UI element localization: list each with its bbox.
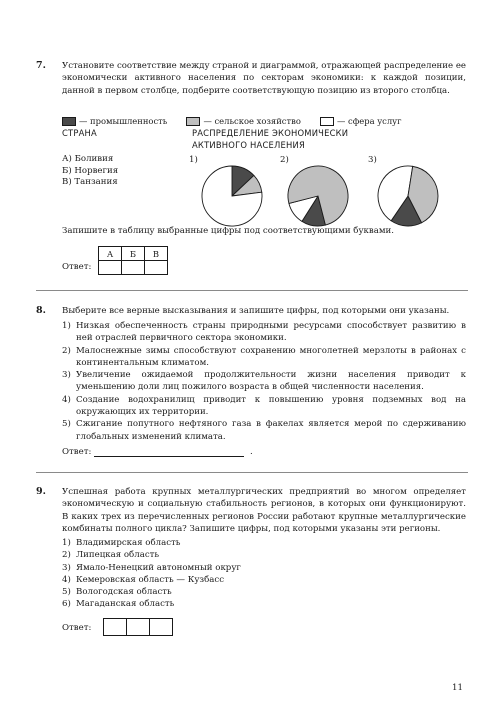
item-number: 4) — [62, 394, 71, 405]
q8-answer-label: Ответ: — [62, 447, 92, 457]
q9-answer-cell-3[interactable] — [150, 619, 173, 636]
list-item — [62, 549, 466, 561]
item-text: Низкая обеспеченность страны природными ресурсами способствует развитию в ней отраслей первичного сектора экономики. — [76, 321, 466, 344]
q7-header-b: Б — [122, 247, 145, 261]
chart-label-2: 2) — [280, 155, 289, 165]
item-text: Ямало-Ненецкий автономный округ — [76, 562, 241, 573]
col2-header-line2: АКТИВНОГО НАСЕЛЕНИЯ — [192, 140, 305, 150]
page-number: 11 — [452, 683, 463, 693]
chart-label-3: 3) — [368, 155, 377, 165]
q7-answer-cell-c[interactable] — [145, 261, 168, 275]
legend-industry-label: — промышленность — [79, 116, 168, 126]
pie-chart-3 — [378, 166, 438, 226]
q7-answer-cell-a[interactable] — [99, 261, 122, 275]
list-item — [62, 369, 466, 394]
list-item — [62, 598, 466, 610]
item-number: 6) — [62, 599, 71, 610]
country-b: Б) Норвегия — [62, 165, 119, 176]
pie-chart-2 — [288, 166, 348, 226]
country-c: В) Танзания — [62, 177, 118, 187]
list-item — [62, 320, 466, 345]
pie-chart-1 — [202, 166, 262, 226]
q7-text: Установите соответствие между страной и диаграммой, отражающей распределение ее экономически активного населения по секторам экономики: к каждой позиции, данной в первом столбце, подберите соответствующую позицию из второго столбца. — [62, 61, 466, 96]
q7-answer-table — [98, 246, 168, 275]
item-text: Вологодская область — [76, 587, 172, 598]
q7-header-c: В — [145, 247, 168, 261]
list-item — [62, 586, 466, 598]
q7-number: 7. — [36, 60, 46, 71]
col2-header-line1: РАСПРЕДЕЛЕНИЕ ЭКОНОМИЧЕСКИ — [192, 128, 349, 138]
list-item — [62, 418, 466, 443]
legend-services-label: — сфера услуг — [336, 116, 402, 126]
list-item — [62, 574, 466, 586]
col1-header: СТРАНА — [62, 128, 97, 138]
legend-agriculture-label: — сельское хозяйство — [203, 116, 301, 126]
list-item — [62, 394, 466, 419]
q9-regions — [62, 537, 466, 611]
country-a: А) Боливия — [62, 154, 114, 164]
item-number: 4) — [62, 574, 71, 585]
chart-label-1: 1) — [189, 155, 198, 165]
item-text: Кемеровская область — Кузбасс — [76, 574, 225, 585]
list-item — [62, 562, 466, 574]
q7-header-a: А — [99, 247, 122, 261]
item-number: 1) — [62, 538, 71, 548]
separator-1 — [36, 290, 468, 291]
item-number: 3) — [62, 562, 71, 573]
q7-instruction: Запишите в таблицу выбранные цифры под соответствующими буквами. — [62, 226, 395, 236]
list-item — [62, 537, 466, 549]
item-text: Сжигание попутного нефтяного газа в факелах является мерой по сдерживанию глобальных изменений климата. — [76, 419, 466, 442]
separator-2 — [36, 472, 468, 473]
item-text: Магаданская область — [76, 599, 175, 610]
q9-number: 9. — [36, 486, 46, 497]
item-number: 5) — [62, 587, 71, 598]
item-number: 5) — [62, 419, 71, 430]
q8-answer-end: . — [250, 447, 253, 457]
item-text: Создание водохранилищ приводит к повышению уровня подземных вод на окружающих их территории. — [76, 394, 466, 418]
list-item — [62, 345, 466, 370]
q7-answer-label: Ответ: — [62, 262, 92, 272]
item-text: Увеличение ожидаемой продолжительности жизни населения приводит к уменьшению доли лиц пожилого возраста в общей численности населения. — [76, 370, 466, 393]
item-number: 1) — [62, 321, 71, 331]
q9-answer-label: Ответ: — [62, 623, 92, 633]
item-number: 3) — [62, 370, 71, 381]
q8-number: 8. — [36, 305, 46, 316]
q9-answer-table — [103, 618, 173, 636]
item-text: Владимирская область — [76, 538, 181, 548]
item-number: 2) — [62, 550, 71, 561]
q9-answer-cell-1[interactable] — [104, 619, 127, 636]
item-text: Малоснежные зимы способствуют сохранению многолетней мерзлоты в районах с континентальным климатом. — [76, 345, 466, 368]
item-number: 2) — [62, 345, 71, 356]
q7-answer-cell-b[interactable] — [122, 261, 145, 275]
q9-answer-cell-2[interactable] — [127, 619, 150, 636]
q8-answer-line[interactable] — [94, 456, 244, 457]
q8-statements — [62, 320, 466, 443]
q9-text: Успешная работа крупных металлургических предприятий во многом определяет экономическую и социальную стабильность регионов, в которых они функционируют. В каких трех из перечисленных регионов России работают крупные металлургические комбинаты полного цикла? Запишите цифры, под которыми указаны эти регионы. — [62, 487, 466, 534]
q8-text: Выберите все верные высказывания и запишите цифры, под которыми они указаны. — [62, 306, 450, 316]
item-text: Липецкая область — [76, 550, 160, 561]
